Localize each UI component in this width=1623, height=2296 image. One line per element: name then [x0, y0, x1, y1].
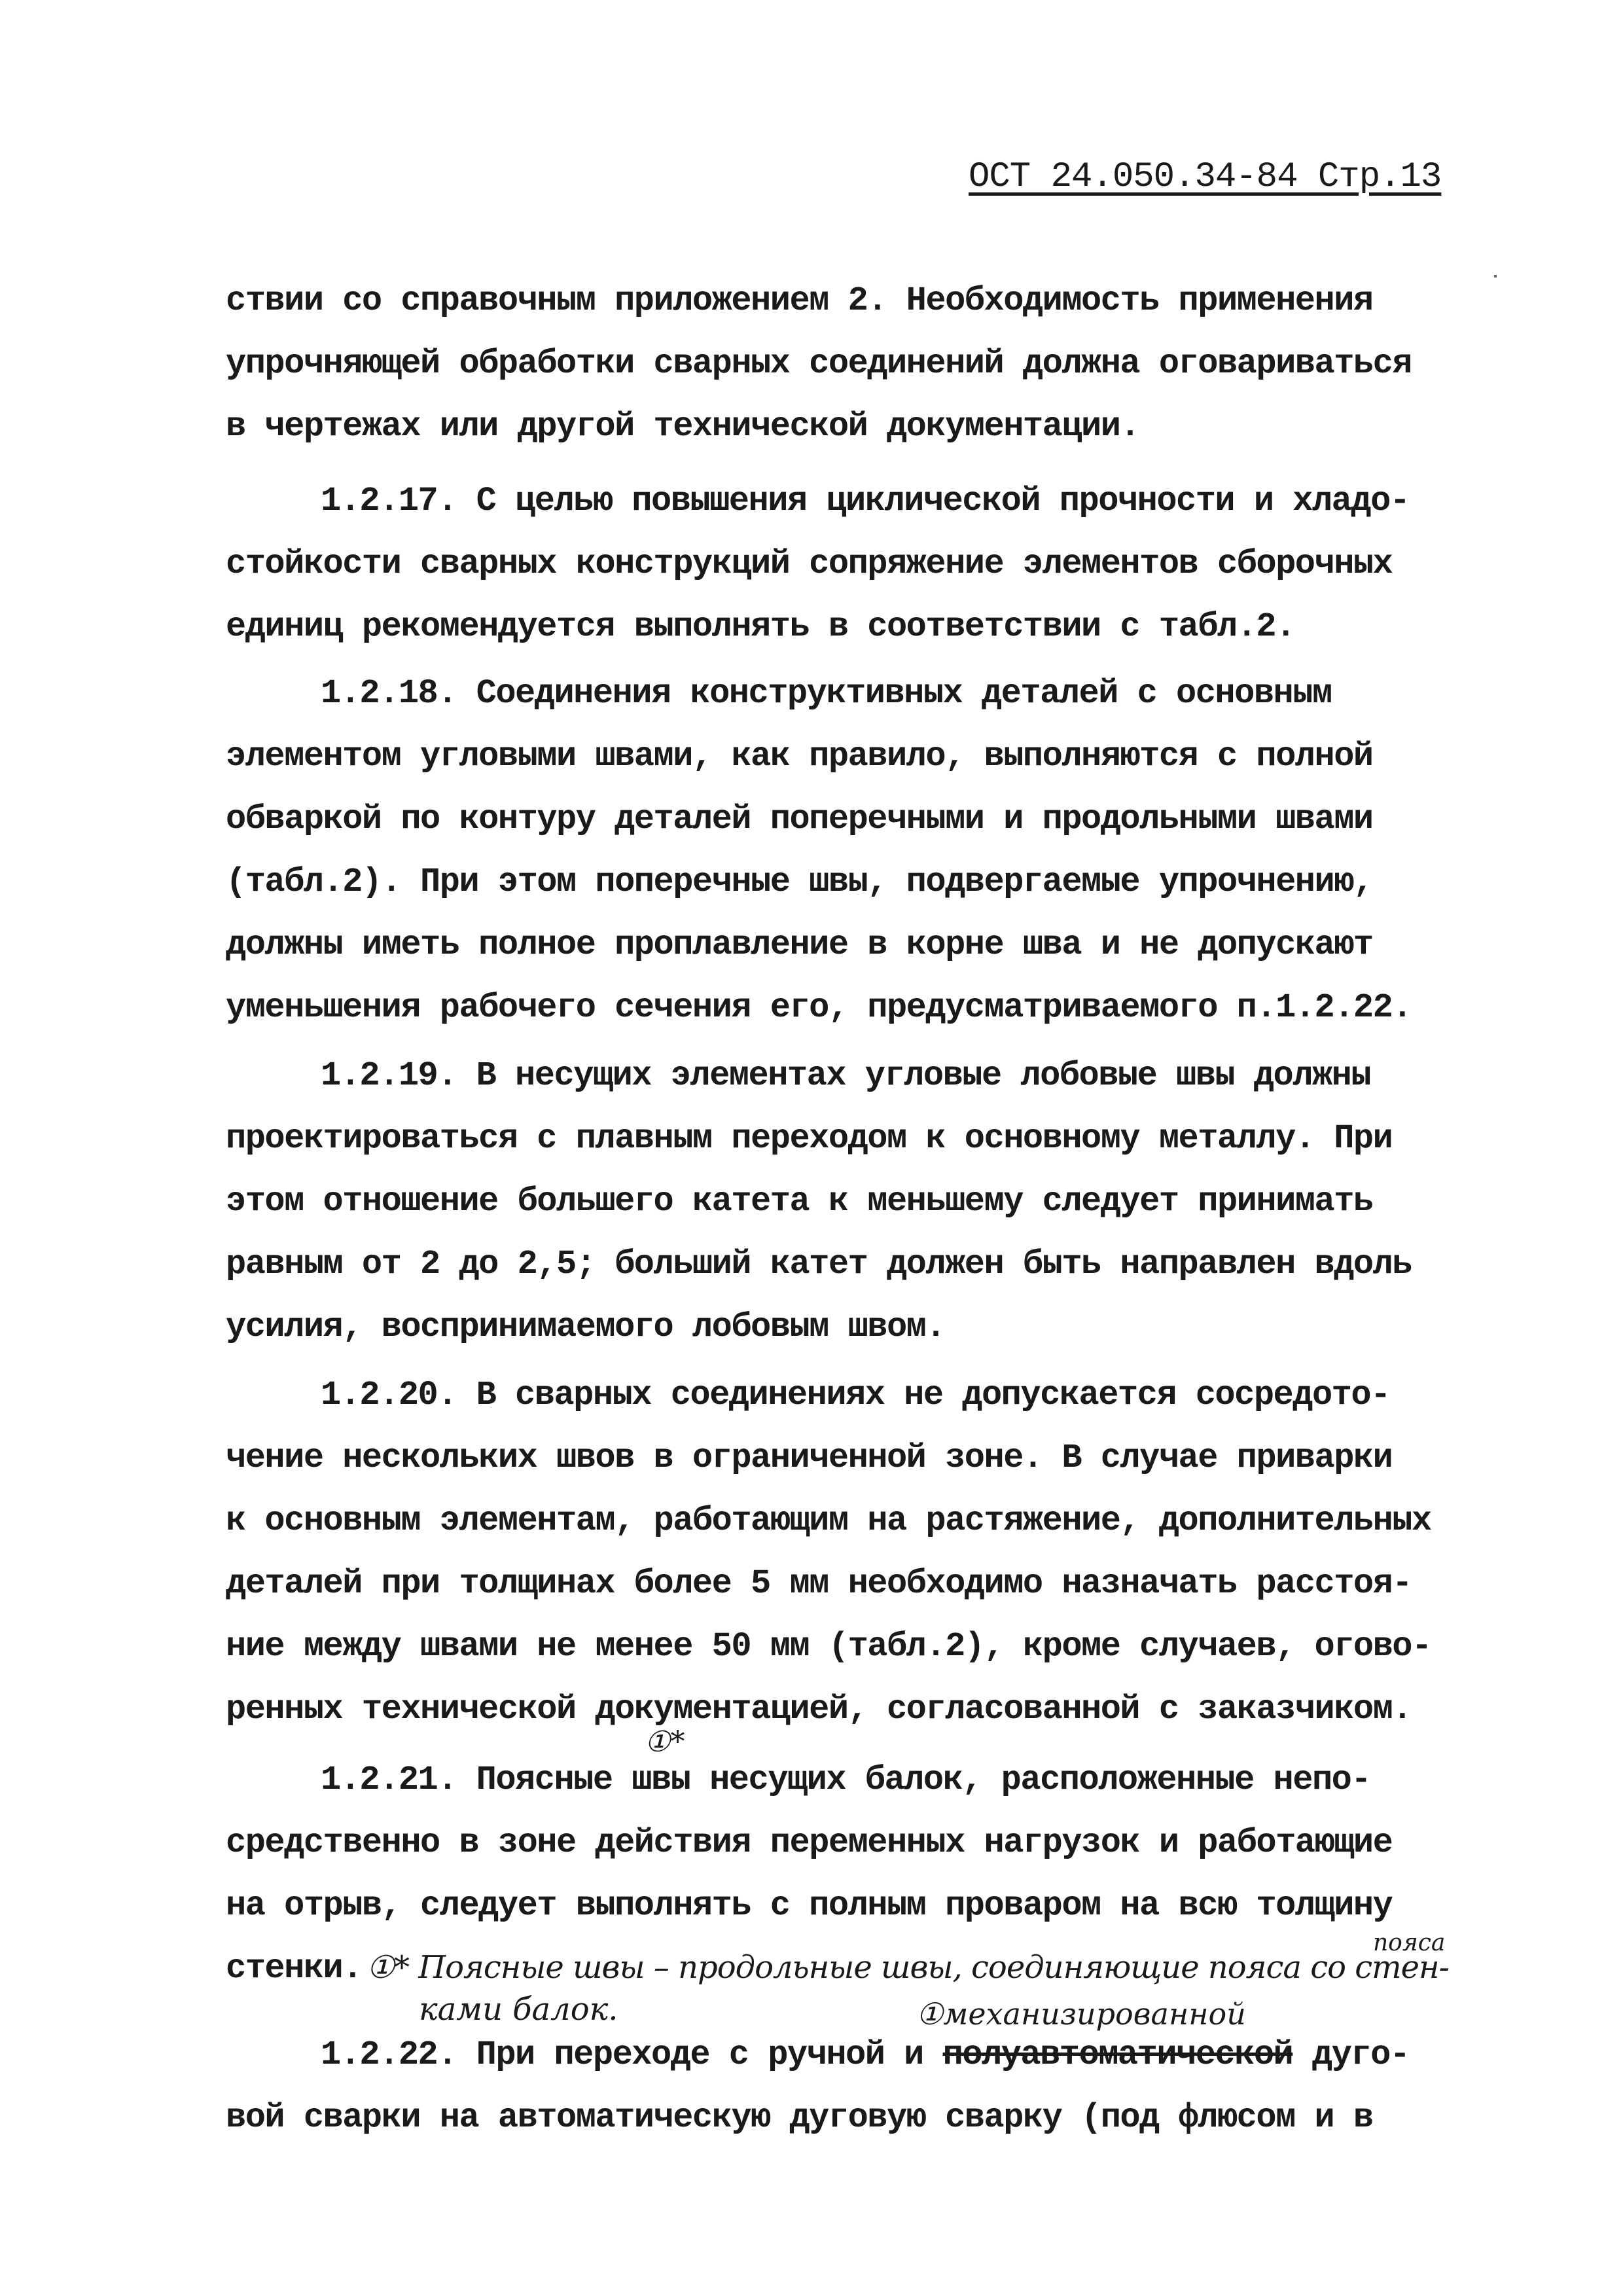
handwritten-note-line-2: ками балок. [419, 1991, 618, 2028]
text-line: усилия, воспринимаемого лобовым швом. [226, 1308, 946, 1346]
text-line: этом отношение большего катета к меньшему следует принимать [226, 1182, 1373, 1221]
line-22-before: 1.2.22. При переходе с ручной и [321, 2036, 943, 2074]
text-line: единиц рекомендуется выполнять в соответствии с табл.2. [226, 607, 1295, 646]
text-line: 1.2.19. В несущих элементах угловые лобовые швы должны [321, 1056, 1371, 1095]
text-line: к основным элементам, работающим на растяжение, дополнительных [226, 1501, 1431, 1540]
text-line: на отрыв, следует выполнять с полным проваром на всю толщину [226, 1886, 1393, 1925]
handwritten-insert-word: ①механизированной [916, 1996, 1246, 2032]
text-line: 1.2.18. Соединения конструктивных деталей с основным [321, 674, 1332, 713]
text-line: деталей при толщинах более 5 мм необходимо назначать расстоя- [226, 1564, 1412, 1603]
text-line: упрочняющей обработки сварных соединений должна оговариваться [226, 344, 1412, 383]
text-line: чение нескольких швов в ограниченной зоне. В случае приварки [226, 1439, 1393, 1477]
handwritten-small-word: пояса [1373, 1929, 1446, 1956]
text-line: уменьшения рабочего сечения его, предусматриваемого п.1.2.22. [226, 988, 1412, 1027]
text-line: средственно в зоне действия переменных нагрузок и работающие [226, 1823, 1393, 1862]
text-line: ствии со справочным приложением 2. Необходимость применения [226, 281, 1373, 320]
text-line: стенки. [226, 1949, 362, 1988]
line-22-after: дуго- [1293, 2036, 1410, 2074]
text-line: 1.2.17. С целью повышения циклической прочности и хладо- [321, 482, 1410, 520]
text-line: 1.2.21. Поясные швы несущих балок, расположенные непо- [321, 1761, 1371, 1799]
text-line: равным от 2 до 2,5; больший катет должен быть направлен вдоль [226, 1245, 1412, 1283]
text-line: проектироваться с плавным переходом к основному металлу. При [226, 1119, 1393, 1158]
text-line: (табл.2). При этом поперечные швы, подвергаемые упрочнению, [226, 863, 1373, 901]
handwritten-note-line-1: ①* Поясные швы – продольные швы, соединяющие пояса со стен- [366, 1949, 1449, 1986]
text-line: в чертежах или другой технической документации. [226, 407, 1140, 446]
text-line-1-2-22 [321, 2036, 1410, 2074]
scan-speck [1494, 275, 1497, 278]
text-line: элементом угловыми швами, как правило, выполняются с полной [226, 737, 1373, 776]
text-line: ренных технической документацией, согласованной с заказчиком. [226, 1690, 1412, 1729]
page-header: ОСТ 24.050.34-84 Стр.13 [969, 157, 1442, 197]
handwritten-mark: ①* [645, 1725, 685, 1759]
text-line: должны иметь полное проплавление в корне шва и не допускают [226, 925, 1373, 964]
text-line: стойкости сварных конструкций сопряжение элементов сборочных [226, 545, 1393, 583]
text-line: вой сварки на автоматическую дуговую сварку (под флюсом и в [226, 2098, 1373, 2137]
text-line: 1.2.20. В сварных соединениях не допускается сосредото- [321, 1376, 1390, 1414]
text-line: обваркой по контуру деталей поперечными и продольными швами [226, 800, 1373, 838]
text-line: ние между швами не менее 50 мм (табл.2), кроме случаев, огово- [226, 1627, 1431, 1666]
struck-word: полуавтоматической [942, 2036, 1293, 2074]
